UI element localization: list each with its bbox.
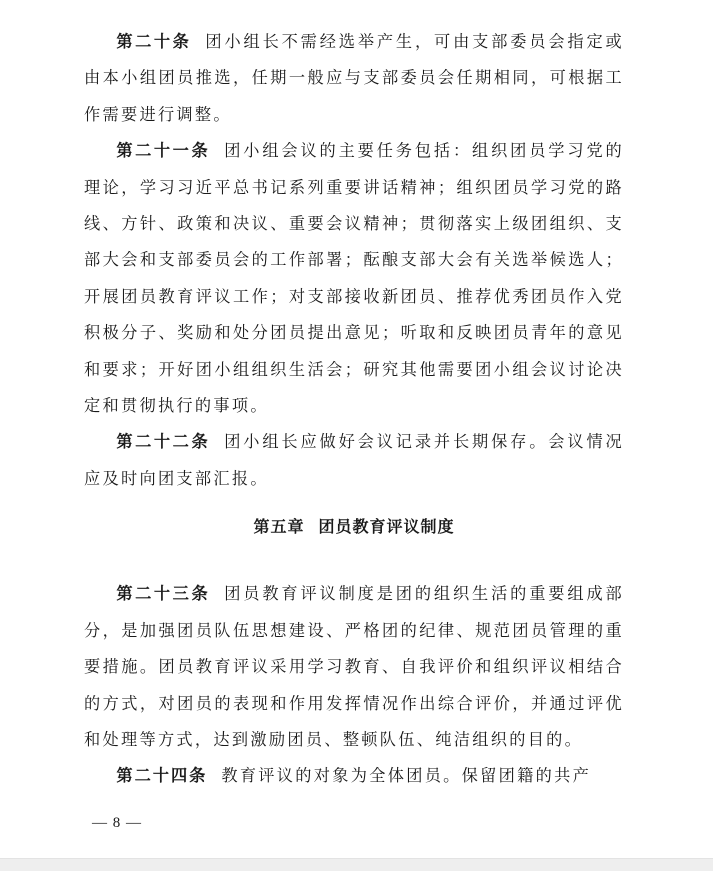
article-text: 团小组长不需经选举产生，可由支部委员会指定或由本小组团员推选，任期一般应与支部委员会任期相同，可根据工作需要进行调整。 — [84, 32, 624, 124]
article-24-paragraph — [84, 758, 624, 794]
chapter-title: 团员教育评议制度 — [318, 517, 455, 537]
article-number: 第二十条 — [116, 32, 192, 51]
chapter-heading — [84, 509, 624, 545]
article-number: 第二十二条 — [116, 432, 211, 452]
page-number: — 8 — — [92, 815, 142, 831]
article-21-paragraph — [84, 133, 624, 424]
article-text: 团小组长应做好会议记录并长期保存。会议情况应及时向团支部汇报。 — [84, 432, 624, 488]
viewer-bottom-bar — [0, 858, 713, 871]
article-23-paragraph — [84, 576, 624, 758]
article-text: 团小组会议的主要任务包括：组织团员学习党的理论，学习习近平总书记系列重要讲话精神；组织团员学习党的路线、方针、政策和决议、重要会议精神；贯彻落实上级团组织、支部大会和支部委员会的工作部署；酝酿支部大会有关选举候选人；开展团员教育评议工作；对支部接收新团员、推荐优秀团员作入党积极分子、奖励和处分团员提出意见；听取和反映团员青年的意见和要求；开好团小组组织生活会；研究其他需要团小组会议讨论决定和贯彻执行的事项。 — [84, 141, 624, 416]
chapter-number: 第五章 — [253, 517, 305, 537]
article-20-paragraph — [84, 24, 624, 133]
article-text: 团员教育评议制度是团的组织生活的重要组成部分，是加强团员队伍思想建设、严格团的纪律、规范团员管理的重要措施。团员教育评议采用学习教育、自我评价和组织评议相结合的方式，对团员的表现和作用发挥情况作出综合评价，并通过评优和处理等方式，达到激励团员、整顿队伍、纯洁组织的目的。 — [84, 584, 624, 749]
document-body — [84, 24, 624, 795]
article-number: 第二十四条 — [116, 766, 208, 786]
article-number: 第二十三条 — [116, 584, 211, 604]
article-22-paragraph — [84, 424, 624, 497]
article-text: 教育评议的对象为全体团员。保留团籍的共产 — [221, 766, 592, 786]
article-number: 第二十一条 — [116, 141, 211, 161]
